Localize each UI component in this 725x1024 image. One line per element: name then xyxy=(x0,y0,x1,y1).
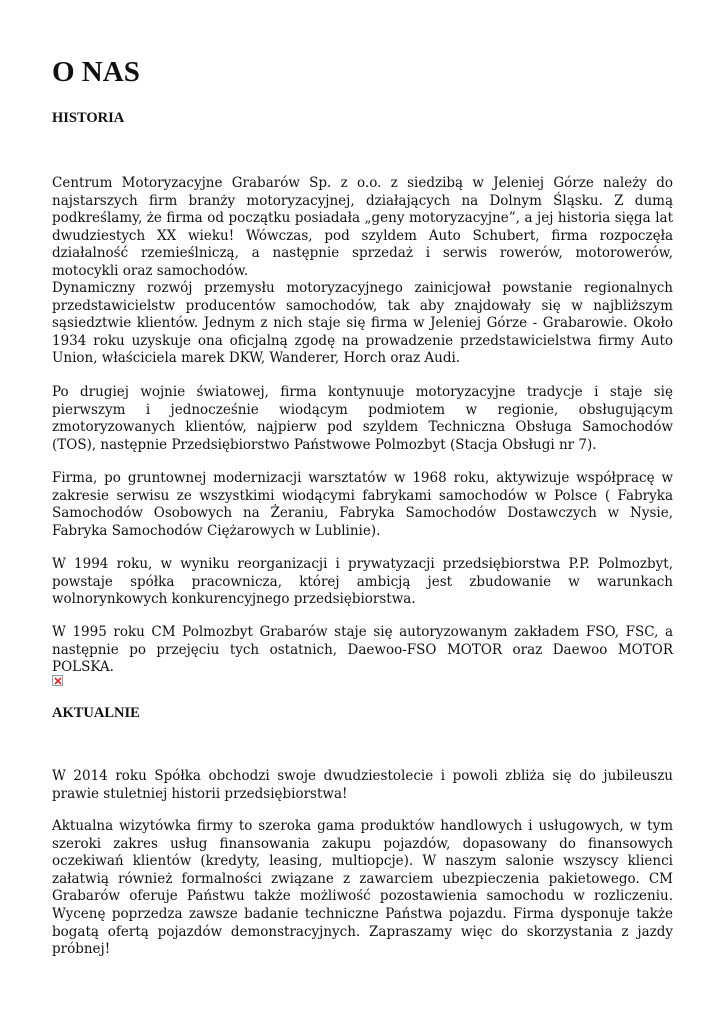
history-paragraph-5: W 1994 roku, w wyniku reorganizacji i prywatyzacji przedsiębiorstwa P.P. Polmozbyt, powstaje spółka pracownicza, której ambicją jest zbudowanie w warunkach wolnorynkowych konkurencyjnego przedsiębiorstwa. xyxy=(52,556,673,608)
current-heading: AKTUALNIE xyxy=(52,705,140,721)
current-paragraph-2: Aktualna wizytówka firmy to szeroka gama produktów handlowych i usługowych, w tym szeroki zakres usług finansowania zakupu pojazdów, dopasowany do finansowych oczekiwań klientów (kredyty, leasing, multiopcje). W naszym salonie wszyscy klienci załatwią również formalności związane z zawarciem ubezpieczenia pakietowego. CM Grabarów oferuje Państwu także możliwość pozostawienia samochodu w rozliczeniu. Wycenę poprzedza zawsze badanie techniczne Państwa pojazdu. Firma dysponuje także bogatą ofertą pojazdów demonstracyjnych. Zapraszamy więc do skorzystania z jazdy próbnej! xyxy=(52,818,673,958)
page-title: O NAS xyxy=(52,56,140,88)
history-paragraph-3: Po drugiej wojnie światowej, firma kontynuuje motoryzacyjne tradycje i staje się pierwszym i jednocześnie wiodącym podmiotem w regionie, obsługującym zmotoryzowanych klientów, najpierw pod szyldem Techniczna Obsługa Samochodów (TOS), następnie Przedsiębiorstwo Państwowe Polmozbyt (Stacja Obsługi nr 7). xyxy=(52,384,673,453)
history-paragraph-6: W 1995 roku CM Polmozbyt Grabarów staje się autoryzowanym zakładem FSO, FSC, a następnie po przejęciu tych ostatnich, Daewoo-FSO MOTOR oraz Daewoo MOTOR POLSKA. xyxy=(52,624,673,676)
broken-image-x-mark xyxy=(54,677,62,685)
history-heading: HISTORIA xyxy=(52,110,125,126)
history-paragraph-1: Centrum Motoryzacyjne Grabarów Sp. z o.o. z siedzibą w Jeleniej Górze należy do najstarszych firm branży motoryzacyjnej, działających na Dolnym Śląsku. Z dumą podkreślamy, że firma od początku posiadała „geny motoryzacyjne”, a jej historia sięga lat dwudziestych XX wieku! Wówczas, pod szyldem Auto Schubert, firma rozpoczęła działalność rzemieślniczą, a następnie sprzedaż i serwis rowerów, motorowerów, motocykli oraz samochodów. xyxy=(52,175,673,279)
current-paragraph-1: W 2014 roku Spółka obchodzi swoje dwudziestolecie i powoli zbliża się do jubileuszu prawie stuletniej historii przedsiębiorstwa! xyxy=(52,768,673,802)
broken-image-icon xyxy=(52,675,63,686)
history-paragraph-2: Dynamiczny rozwój przemysłu motoryzacyjnego zainicjował powstanie regionalnych przedstawicielstw producentów samochodów, tak aby znajdowały się w najbliższym sąsiedztwie klientów. Jednym z nich staje się firma w Jeleniej Górze - Grabarowie. Około 1934 roku uzyskuje ona oficjalną zgodę na prowadzenie przedstawicielstwa firmy Auto Union, właściciela marek DKW, Wanderer, Horch oraz Audi. xyxy=(52,280,673,367)
history-paragraph-4: Firma, po gruntownej modernizacji warsztatów w 1968 roku, aktywizuje współpracę w zakresie serwisu ze wszystkimi wiodącymi fabrykami samochodów w Polsce ( Fabryka Samochodów Osobowych na Żeraniu, Fabryka Samochodów Dostawczych w Nysie, Fabryka Samochodów Ciężarowych w Lublinie). xyxy=(52,470,673,539)
